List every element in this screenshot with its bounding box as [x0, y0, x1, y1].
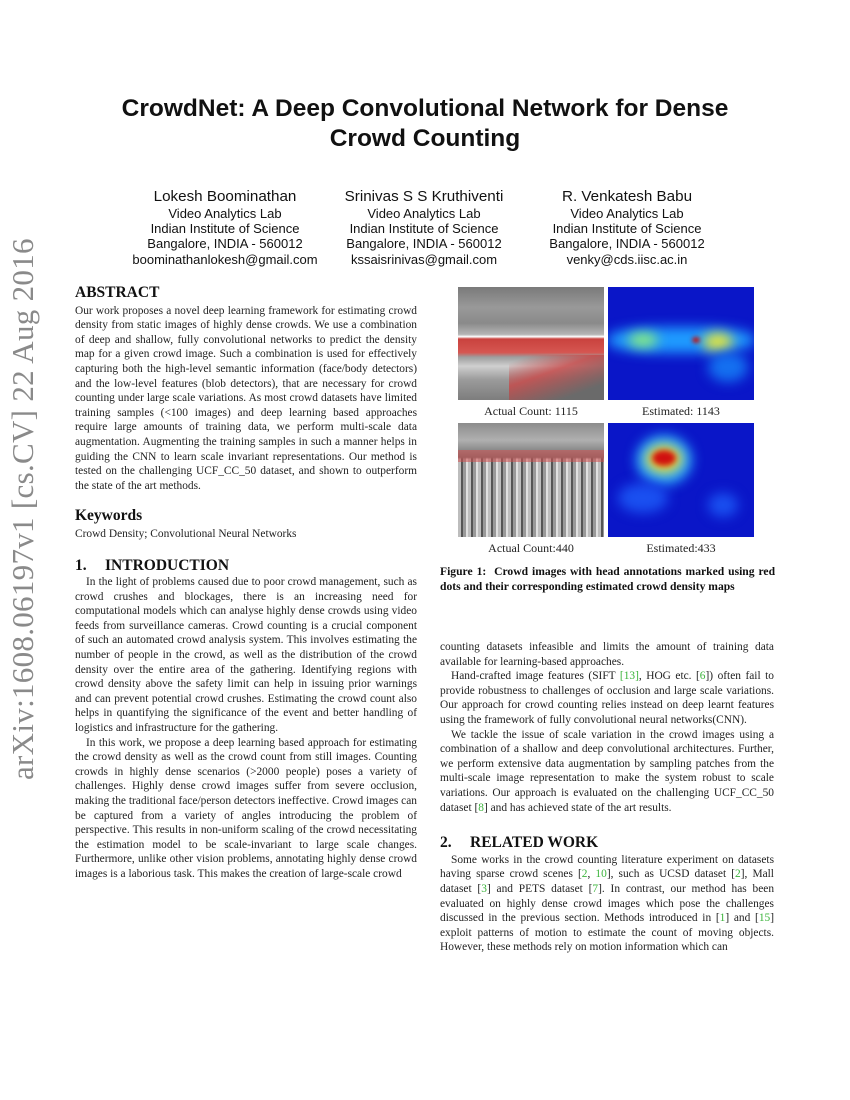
heat-peak: [652, 450, 676, 466]
figure-photo-2: [458, 423, 604, 537]
text-span: ] and has achieved state of the art results.: [483, 801, 672, 814]
keywords-text: Crowd Density; Convolutional Neural Networks: [75, 527, 297, 540]
text-span: ,: [587, 868, 596, 881]
citation-link[interactable]: 7: [592, 882, 599, 895]
related-work-heading: [440, 836, 774, 851]
author-address: Bangalore, INDIA - 560012: [147, 236, 303, 252]
intro-paragraph-2-continued: counting datasets infeasible and limits the amount of training data available for learning-based approaches.: [440, 641, 774, 668]
figure-caption-prefix: Figure 1:: [440, 565, 487, 578]
heat-spot: [703, 333, 733, 351]
author-lab: Video Analytics Lab: [570, 206, 684, 221]
intro-paragraph-1: In the light of problems caused due to poor crowd management, such as crowd crushes and blockages, there is an increasing need for computational models which can analyse highly dense crowds using video feeds from surveillance cameras. Crowd counting is a crucial component of such an automated crowd analysis system. This involves estimating the number of people in the crowd, as well as the distribution of the crowd density over the entire area of the gathering. Identifying regions with crowd density above the safety limit can help in issuing prior warnings and can prevent potential crowd crushes. Estimating the crowd count also helps in quantifying the significance of the event and better handling of logistics and infrastructure for the gathering.: [75, 576, 417, 735]
section-title: INTRODUCTION: [105, 556, 230, 574]
citation-link[interactable]: 2: [735, 868, 741, 881]
text-span: ], such as UCSD dataset [: [606, 868, 736, 881]
section-number: 1.: [75, 556, 87, 574]
figure-caption: [440, 565, 775, 594]
author-block-3: [536, 188, 718, 267]
heat-spot: [628, 333, 658, 347]
author-institute: Indian Institute of Science: [349, 221, 499, 237]
text-span: ]) often fail to provide robustness to challenges of occlusion and large scale variations. Our approach for crowd counting relies instead on deep learnt features using the framework of fully convolutional neural networks(CNN).: [440, 670, 774, 726]
author-block-2: [330, 188, 518, 267]
heat-spot: [618, 483, 668, 513]
figure-heatmap-2: [608, 423, 754, 537]
heat-peak: [692, 337, 700, 343]
paper-title: [0, 94, 850, 154]
text-span: Some works in the crowd counting literature experiment on datasets having sparse crowd scenes [: [440, 853, 774, 881]
heat-spot: [708, 493, 738, 517]
citation-link[interactable]: [13]: [619, 670, 639, 683]
author-name: Srinivas S S Kruthiventi: [344, 188, 504, 205]
related-work-paragraph-1: [440, 853, 774, 955]
actual-count-label-1: Actual Count: 1115: [484, 404, 578, 418]
citation-link[interactable]: 6: [699, 670, 706, 683]
author-institute: Indian Institute of Science: [552, 221, 702, 237]
author-lab: Video Analytics Lab: [367, 206, 481, 221]
text-span: ] and PETS dataset [: [486, 882, 593, 895]
author-name: R. Venkatesh Babu: [561, 188, 693, 205]
author-name: Lokesh Boominathan: [153, 188, 297, 205]
author-email[interactable]: boominathanlokesh@gmail.com: [132, 251, 318, 267]
author-institute: Indian Institute of Science: [150, 221, 300, 237]
intro-paragraph-3: [440, 669, 774, 727]
author-email[interactable]: venky@cds.iisc.ac.in: [566, 251, 688, 267]
text-span: Hand-crafted image features (SIFT: [451, 670, 620, 683]
text-span: ], Mall dataset [: [440, 868, 774, 895]
abstract-heading: ABSTRACT: [75, 284, 160, 301]
estimated-count-label-2: Estimated:433: [646, 541, 716, 555]
keywords-heading: Keywords: [75, 507, 143, 525]
left-column: [75, 286, 417, 882]
citation-link[interactable]: 10: [595, 868, 607, 881]
estimated-count-label-1: Estimated: 1143: [642, 404, 720, 418]
citation-link[interactable]: 8: [478, 801, 484, 814]
text-span: We tackle the issue of scale variation in the crowd images using a combination of a shallow and deep convolutional architectures. Further, we perform extensive data augmentation by sampling patches from the multi-scale image representation to make the system robust to scale variations. Our approach is evaluated on the challenging UCF_CC_50 dataset [: [440, 728, 774, 814]
text-span: ] and [: [725, 912, 759, 925]
text-span: , HOG etc. [: [638, 670, 700, 683]
heat-spot: [708, 352, 748, 382]
right-column: [440, 640, 774, 955]
figure-photo-1: [458, 287, 604, 400]
arxiv-identifier-stamp: arXiv:1608.06197v1 [cs.CV] 22 Aug 2016: [5, 238, 40, 780]
actual-count-label-2: Actual Count:440: [488, 541, 574, 555]
figure-heatmap-1: [608, 287, 754, 400]
author-block-1: [116, 188, 334, 267]
section-title: RELATED WORK: [470, 834, 599, 852]
title-line-1: CrowdNet: A Deep Convolutional Network for Dense: [121, 95, 729, 122]
author-address: Bangalore, INDIA - 560012: [549, 236, 705, 252]
citation-link[interactable]: 15: [758, 912, 771, 925]
introduction-heading: [75, 556, 417, 574]
text-span: ] exploit patterns of motion to estimate the count of moving objects. However, these methods rely on motion information which can: [440, 912, 774, 954]
citation-link[interactable]: 2: [581, 868, 588, 881]
citation-link[interactable]: 1: [719, 912, 726, 925]
section-number: 2.: [440, 834, 452, 852]
author-email[interactable]: kssaisrinivas@gmail.com: [350, 251, 498, 267]
citation-link[interactable]: 3: [481, 882, 487, 895]
figure-caption-text: Crowd images with head annotations marked using red dots and their corresponding estimated crowd density maps: [440, 565, 776, 593]
author-address: Bangalore, INDIA - 560012: [346, 236, 502, 252]
author-lab: Video Analytics Lab: [168, 206, 282, 221]
abstract-text: Our work proposes a novel deep learning framework for estimating crowd density from static images of highly dense crowds. We use a combination of deep and shallow, fully convolutional networks to predict the density map for a given crowd image. Such a combination is used for effectively capturing both the high-level semantic information (face/body detectors) and the low-level features (blob detectors), that are necessary for crowd counting under large scale variations. As most crowd datasets have limited training samples (<100 images) and deep learning based approaches require large amounts of training data, we perform multi-scale data augmentation. Augmenting the training samples in such a manner helps in guiding the CNN to learn scale invariant representations. Our method is tested on the challenging UCF_CC_50 dataset, and shown to outperform the state of the art methods.: [75, 304, 417, 492]
text-span: ]. In contrast, our method has been evaluated on highly dense crowd images which pose the challenges discussed in the previous section. Methods introduced in [: [440, 882, 775, 925]
title-line-2: Crowd Counting: [329, 125, 521, 152]
intro-paragraph-4: [440, 728, 774, 816]
intro-paragraph-2: In this work, we propose a deep learning based approach for estimating the crowd density as well as the crowd count from still images. Counting crowds in highly dense scenarios (>2000 people) poses a variety of challenges. Highly dense crowd images suffer from severe occlusion, making the traditional face/person detectors ineffective. Crowd images can be captured from a variety of angles introducing the problem of perspective. This results in non-uniform scaling of the crowd necessitating the estimation model to be scale-invariant to large scale changes. Furthermore, unlike other vision problems, annotating highly dense crowd images is a laborious task. This makes the creation of large-scale crowd: [75, 736, 417, 880]
